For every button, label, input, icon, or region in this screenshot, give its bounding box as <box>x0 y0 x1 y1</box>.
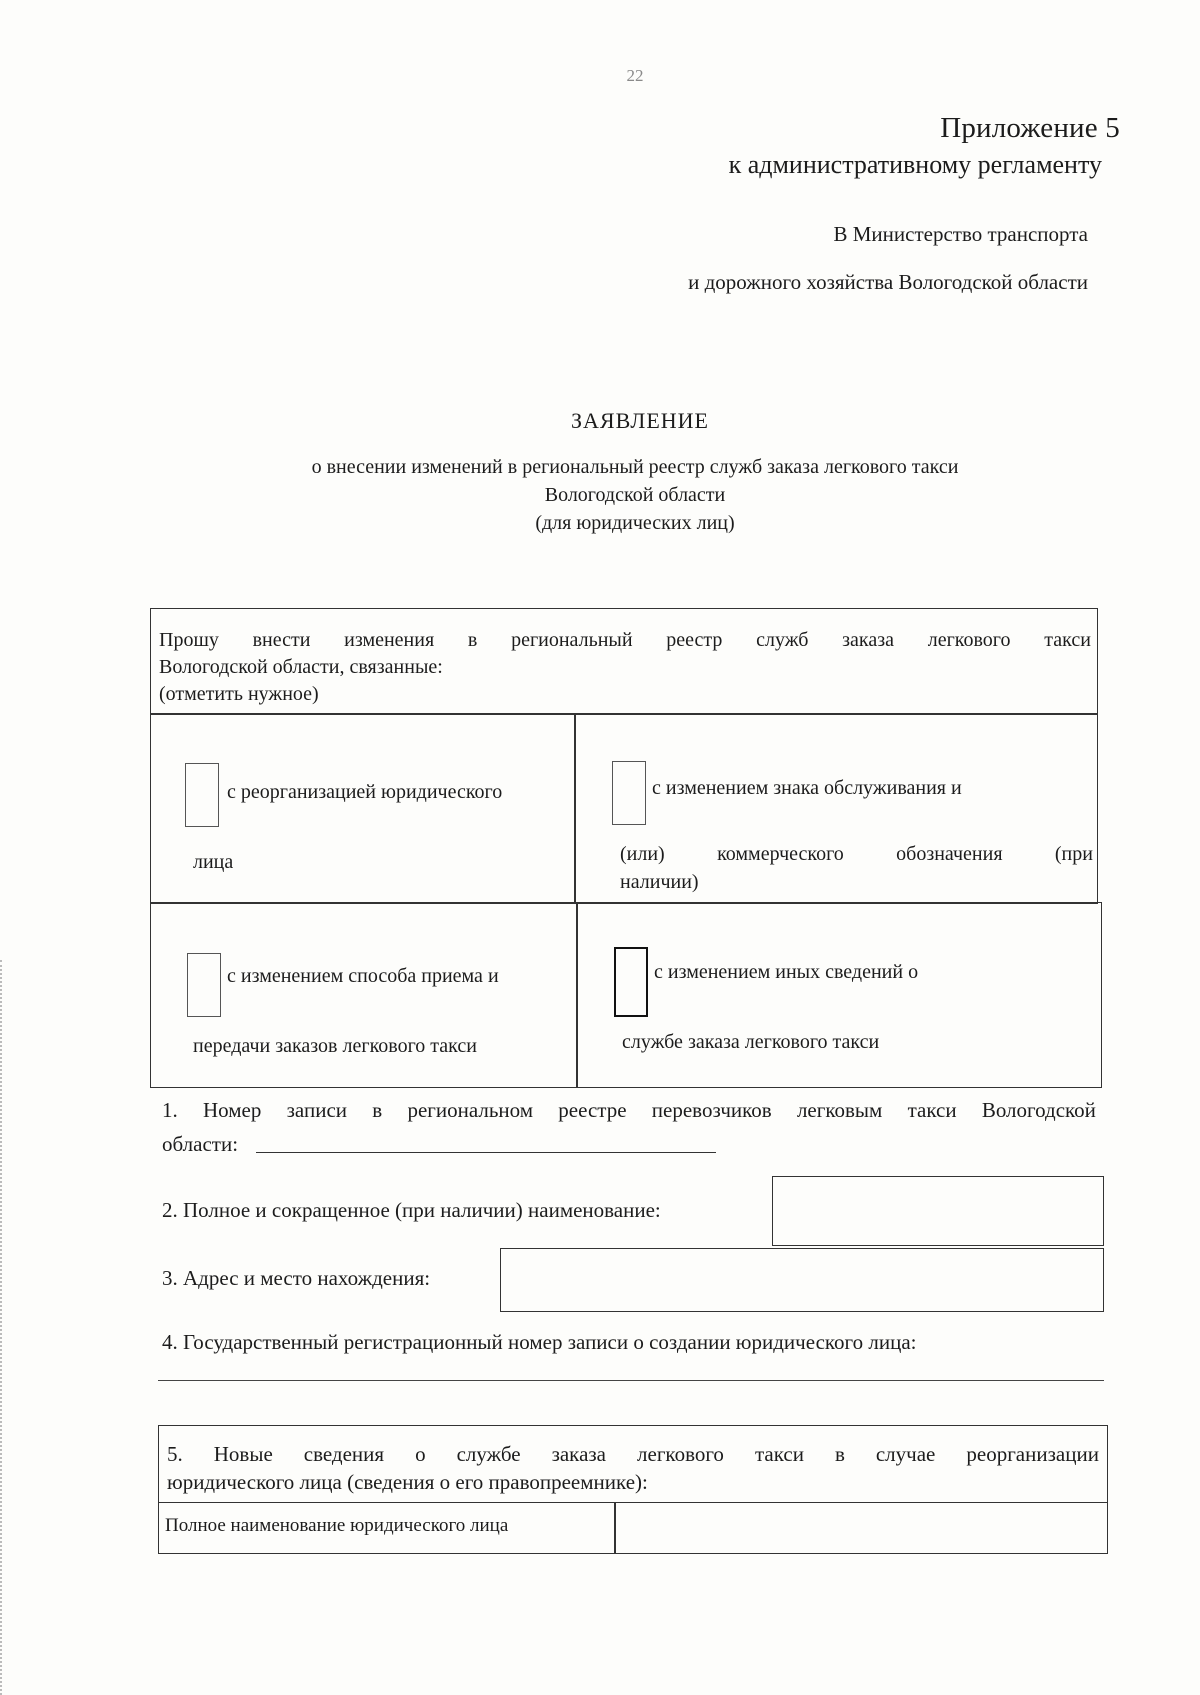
field-1-word: такси <box>907 1098 957 1122</box>
section-5-word: реорганизации <box>966 1442 1099 1466</box>
option-order-method <box>150 902 577 1088</box>
field-1-word: Вологодской <box>981 1098 1096 1122</box>
request-line3: (отметить нужное) <box>159 683 319 705</box>
section-5-word: случае <box>875 1442 936 1466</box>
field-1-word: в <box>372 1098 383 1122</box>
request-word: внести <box>252 629 311 651</box>
option-brand-change <box>575 714 1098 904</box>
section-5-word: 5. <box>167 1442 183 1466</box>
addressee-line2: и дорожного хозяйства Вологодской области <box>688 270 1088 294</box>
options-row-1 <box>150 714 1098 904</box>
appendix-subtitle: к административному регламенту <box>728 150 1102 179</box>
field-1-word: 1. <box>162 1098 178 1122</box>
option-reorganization-line1: с реорганизацией юридического <box>227 781 503 803</box>
field-1-label-line2: области: <box>162 1132 239 1156</box>
field-2-input-box[interactable] <box>772 1176 1104 1246</box>
section-5-line1 <box>167 1440 1099 1468</box>
section-5-word: такси <box>754 1442 804 1466</box>
fullname-value-cell[interactable] <box>614 1502 1108 1554</box>
request-word: Прошу <box>159 629 219 651</box>
request-word: региональный <box>511 629 633 651</box>
request-word: реестр <box>666 629 723 651</box>
option-order-method-line1: с изменением способа приема и <box>227 965 499 987</box>
field-4-input-line[interactable] <box>158 1380 1104 1381</box>
document-title: ЗАЯВЛЕНИЕ <box>571 408 709 433</box>
fullname-label-cell: Полное наименование юридического лица <box>158 1502 616 1554</box>
request-line2: Вологодской области, связанные: <box>159 656 443 678</box>
option-order-method-line2: передачи заказов легкового такси <box>193 1035 477 1057</box>
section-5-line2: юридического лица (сведения о его правопреемнике): <box>167 1470 648 1494</box>
request-line1 <box>159 627 1091 654</box>
section-5-word: заказа <box>551 1442 607 1466</box>
section-5-word: службе <box>456 1442 521 1466</box>
field-1-label-line1 <box>162 1098 1096 1123</box>
subtitle-line1: о внесении изменений в региональный реестр служб заказа легкового такси <box>311 456 959 478</box>
options-row-2 <box>150 902 1102 1088</box>
section-5-word: легкового <box>637 1442 724 1466</box>
section-5-word: Новые <box>213 1442 273 1466</box>
field-1-word: записи <box>286 1098 348 1122</box>
request-word: в <box>467 629 478 651</box>
subtitle-line2: Вологодской области <box>544 484 726 506</box>
option-brand-word: (или) <box>620 843 665 865</box>
scan-edge-mark <box>0 960 5 1695</box>
option-other-line1: с изменением иных сведений о <box>654 961 919 983</box>
option-brand-line3: наличии) <box>620 871 699 893</box>
checkbox-order-method[interactable] <box>187 953 221 1017</box>
subtitle-line3: (для юридических лиц) <box>535 512 735 534</box>
field-1-word: легковым <box>796 1098 883 1122</box>
appendix-title: Приложение 5 <box>940 112 1120 144</box>
request-word: изменения <box>344 629 435 651</box>
request-word: легкового <box>927 629 1011 651</box>
checkbox-brand-change[interactable] <box>612 761 646 825</box>
field-1-input-line[interactable] <box>256 1152 716 1153</box>
section-5-word: о <box>415 1442 426 1466</box>
request-word: заказа <box>842 629 895 651</box>
page-number: 22 <box>626 66 644 85</box>
option-other-line2: службе заказа легкового такси <box>622 1031 880 1053</box>
addressee-line1: В Министерство транспорта <box>833 222 1088 246</box>
option-reorganization-line2: лица <box>193 851 234 873</box>
section-5-word: в <box>834 1442 845 1466</box>
field-3-input-box[interactable] <box>500 1248 1104 1312</box>
field-3-label: 3. Адрес и место нахождения: <box>162 1266 431 1290</box>
request-word: такси <box>1044 629 1091 651</box>
request-box <box>150 608 1098 714</box>
section-5-word: сведения <box>303 1442 385 1466</box>
request-word: служб <box>756 629 809 651</box>
option-other-info <box>577 902 1102 1088</box>
option-brand-word: коммерческого <box>717 843 844 865</box>
field-2-label: 2. Полное и сокращенное (при наличии) наименование: <box>162 1198 661 1222</box>
field-1-word: перевозчиков <box>651 1098 772 1122</box>
checkbox-reorganization[interactable] <box>185 763 219 827</box>
field-1-word: реестре <box>558 1098 627 1122</box>
option-brand-word: (при <box>1054 843 1093 865</box>
field-1-word: региональном <box>407 1098 534 1122</box>
field-4-label: 4. Государственный регистрационный номер записи о создании юридического лица: <box>162 1330 917 1354</box>
checkbox-other-info[interactable] <box>614 947 648 1017</box>
option-brand-line2 <box>620 843 1093 866</box>
option-reorganization <box>150 714 575 904</box>
option-brand-line1: с изменением знака обслуживания и <box>652 777 962 799</box>
section-5-header <box>158 1425 1108 1503</box>
option-brand-word: обозначения <box>896 843 1003 865</box>
field-1-word: Номер <box>203 1098 262 1122</box>
